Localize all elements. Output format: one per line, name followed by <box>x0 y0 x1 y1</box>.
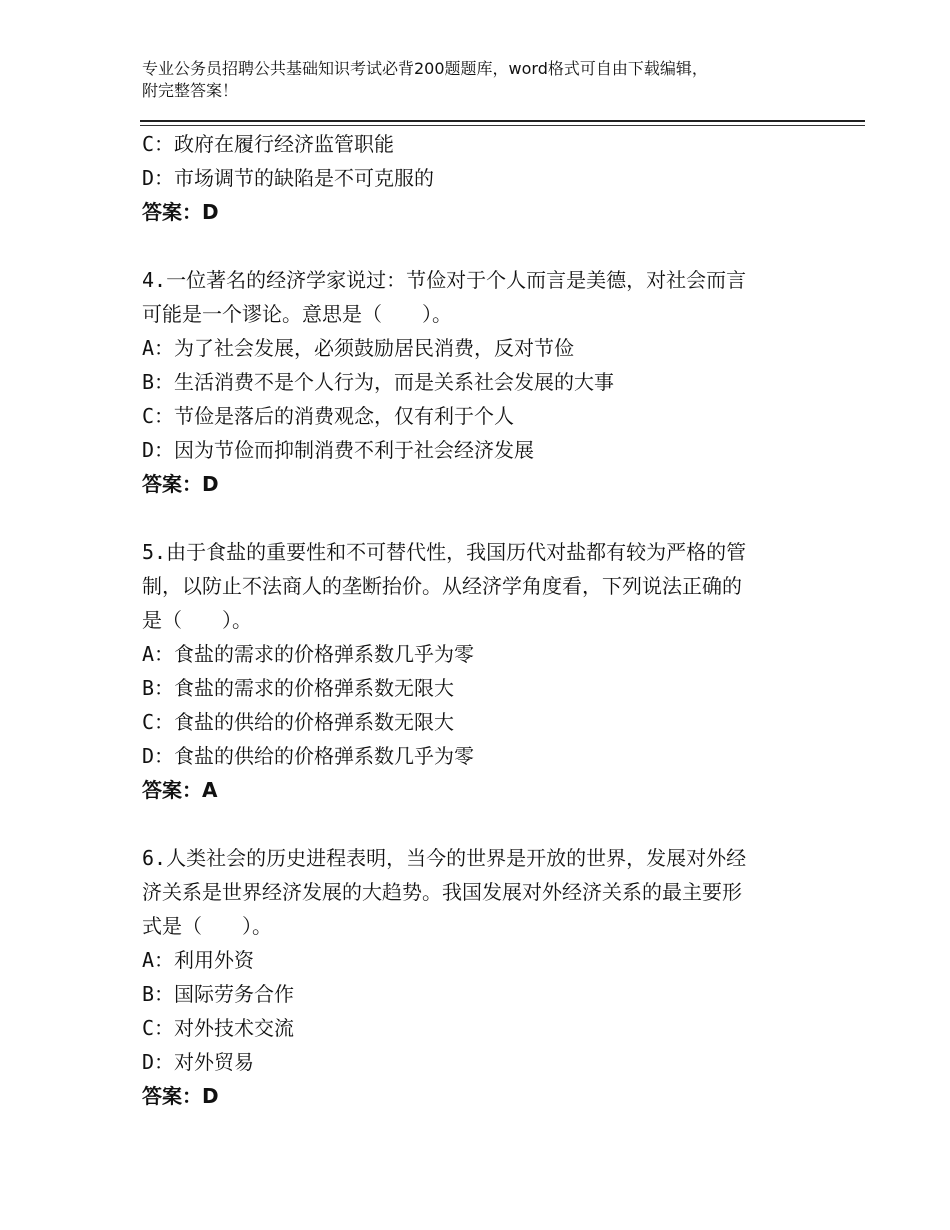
option-c: C：食盐的供给的价格弹系数无限大 <box>142 710 455 734</box>
option-d: D：市场调节的缺陷是不可克服的 <box>142 166 435 190</box>
option-b: B：国际劳务合作 <box>142 982 295 1006</box>
option-b: B：食盐的需求的价格弹系数无限大 <box>142 676 455 700</box>
option-d: D：因为节俭而抑制消费不利于社会经济发展 <box>142 438 535 462</box>
option-a: A：利用外资 <box>142 948 255 972</box>
question-stem-line: 是（ ）。 <box>142 608 252 632</box>
question-6 <box>142 841 802 1113</box>
question-4 <box>142 263 802 501</box>
option-c: C：节俭是落后的消费观念，仅有利于个人 <box>142 404 515 428</box>
header-divider-thin <box>140 125 865 126</box>
page-content <box>142 127 802 1113</box>
answer-line: 答案：D <box>142 200 219 224</box>
answer-line: 答案：D <box>142 472 219 496</box>
header-divider-thick <box>140 120 865 122</box>
question-stem-line: 济关系是世界经济发展的大趋势。我国发展对外经济关系的最主要形 <box>142 880 742 904</box>
option-d: D：对外贸易 <box>142 1050 255 1074</box>
question-stem-line: 6.人类社会的历史进程表明，当今的世界是开放的世界，发展对外经 <box>142 846 747 870</box>
option-a: A：为了社会发展，必须鼓励居民消费，反对节俭 <box>142 336 575 360</box>
header-line-1: 专业公务员招聘公共基础知识考试必背200题题库，word格式可自由下载编辑， <box>142 59 708 78</box>
option-d: D：食盐的供给的价格弹系数几乎为零 <box>142 744 475 768</box>
question-stem-line: 可能是一个谬论。意思是（ ）。 <box>142 302 452 326</box>
question-3-continued <box>142 127 802 229</box>
answer-line: 答案：D <box>142 1084 219 1108</box>
question-stem-line: 式是（ ）。 <box>142 914 272 938</box>
option-b: B：生活消费不是个人行为，而是关系社会发展的大事 <box>142 370 615 394</box>
option-a: A：食盐的需求的价格弹系数几乎为零 <box>142 642 475 666</box>
header-line-2: 附完整答案！ <box>142 81 239 100</box>
answer-line: 答案：A <box>142 778 218 802</box>
page-header <box>142 58 822 102</box>
question-stem-line: 制，以防止不法商人的垄断抬价。从经济学角度看，下列说法正确的 <box>142 574 742 598</box>
question-5 <box>142 535 802 807</box>
question-stem-line: 4.一位著名的经济学家说过：节俭对于个人而言是美德，对社会而言 <box>142 268 747 292</box>
question-stem-line: 5.由于食盐的重要性和不可替代性，我国历代对盐都有较为严格的管 <box>142 540 747 564</box>
option-c: C：对外技术交流 <box>142 1016 295 1040</box>
option-c: C：政府在履行经济监管职能 <box>142 132 395 156</box>
